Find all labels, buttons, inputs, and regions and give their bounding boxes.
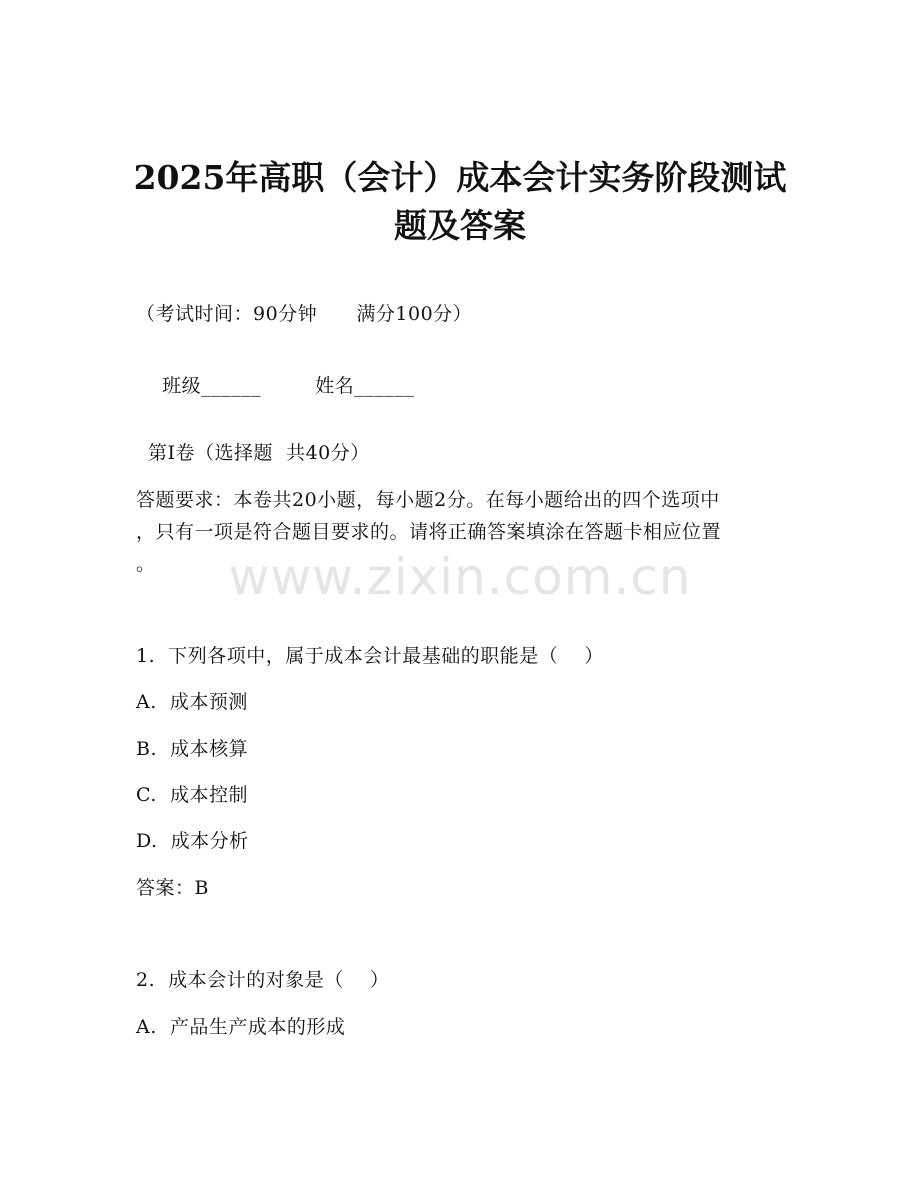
document-title-line-2: 题及答案 <box>394 206 526 245</box>
question-1-option-b: B. 成本核算 <box>136 738 249 760</box>
question-2-stem: 2. 成本会计的对象是（ ） <box>136 969 390 991</box>
question-1-option-a: A. 成本预测 <box>136 691 248 713</box>
student-fields-row <box>136 350 414 422</box>
class-field: 班级______ <box>162 375 262 397</box>
section-heading: 第Ⅰ卷（选择题 共40分） <box>148 442 370 464</box>
name-field: 姓名______ <box>315 375 415 397</box>
question-1-answer: 答案：B <box>136 877 209 899</box>
instructions-line-3: 。 <box>136 553 156 575</box>
instructions-line-1: 答题要求：本卷共20小题，每小题2分。在每小题给出的四个选项中 <box>136 489 720 511</box>
watermark: www.zixin.com.cn <box>228 548 692 606</box>
document-title-line-1: 2025年高职（会计）成本会计实务阶段测试 <box>133 158 787 197</box>
instructions-line-2: ，只有一项是符合题目要求的。请将正确答案填涂在答题卡相应位置 <box>136 521 722 543</box>
question-1-option-d: D. 成本分析 <box>136 830 249 852</box>
question-2-option-a: A. 产品生产成本的形成 <box>136 1016 346 1038</box>
question-1-stem: 1. 下列各项中，属于成本会计最基础的职能是（ ） <box>136 645 604 667</box>
question-1-option-c: C. 成本控制 <box>136 784 248 806</box>
exam-info: （考试时间：90分钟 满分100分） <box>136 303 473 325</box>
